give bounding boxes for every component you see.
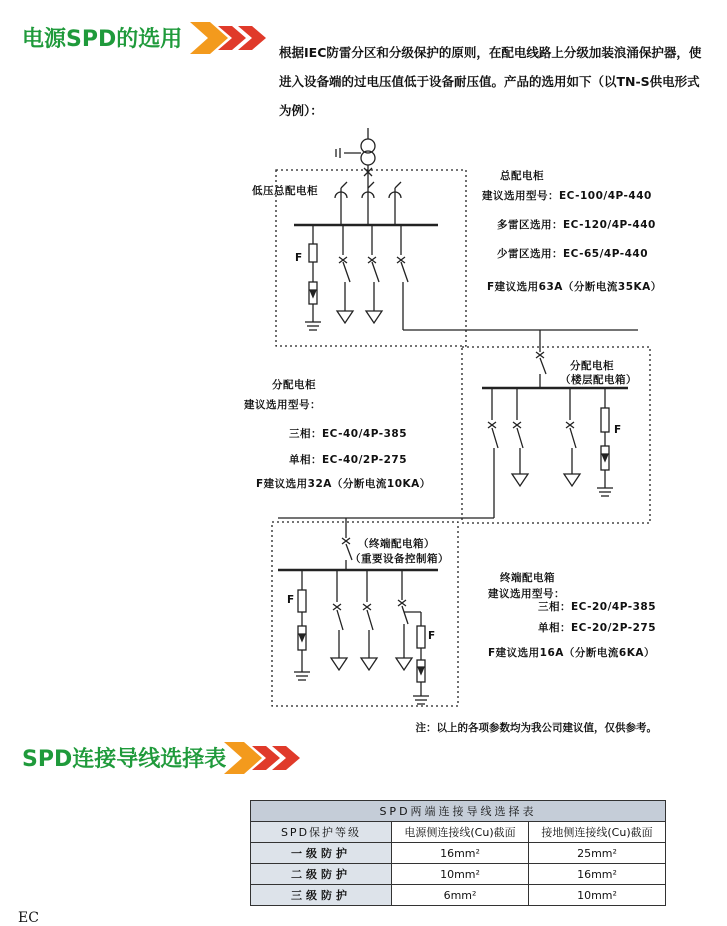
table-cell-power: 6mm² xyxy=(392,885,529,906)
table-cell-level: 二级防护 xyxy=(251,864,392,885)
note-text: 注：以上的各项参数均为我公司建议值，仅供参考。 xyxy=(415,722,657,734)
section-title-wire-table: SPD连接导线选择表 xyxy=(22,747,227,772)
sub-info-single-phase: 单相：EC-40/2P-275 xyxy=(289,454,408,466)
table-header-power: 电源侧连接线(Cu)截面 xyxy=(392,822,529,843)
main-info-model: 建议选用型号：EC-100/4P-440 xyxy=(482,190,652,202)
main-info-high-lightning: 多雷区选用：EC-120/4P-440 xyxy=(497,219,656,231)
fuse-label-terminal-2: F xyxy=(428,630,436,642)
terminal-info-fuse: F建议选用16A（分断电流6KA） xyxy=(488,647,655,659)
table-cell-power: 10mm² xyxy=(392,864,529,885)
fuse-label-sub: F xyxy=(614,424,622,436)
fuse-label-terminal-1: F xyxy=(287,594,295,606)
table-cell-power: 16mm² xyxy=(392,843,529,864)
main-info-title: 总配电柜 xyxy=(500,170,544,182)
table-cell-ground: 10mm² xyxy=(529,885,666,906)
chevron-arrows-icon xyxy=(222,738,302,778)
table-cell-ground: 25mm² xyxy=(529,843,666,864)
table-cell-ground: 16mm² xyxy=(529,864,666,885)
wire-selection-table xyxy=(250,800,666,906)
sub-cabinet-label-1: 分配电柜 xyxy=(570,360,614,372)
sub-info-model: 建议选用型号： xyxy=(244,399,321,411)
sub-cabinet-label-2: （楼层配电箱） xyxy=(560,374,637,386)
terminal-info-three-phase: 三相：EC-20/4P-385 xyxy=(538,601,657,613)
table-header-level: SPD保护等级 xyxy=(251,822,392,843)
table-cell-level: 三级防护 xyxy=(251,885,392,906)
fuse-label-main: F xyxy=(295,252,303,264)
table-header-ground: 接地侧连接线(Cu)截面 xyxy=(529,822,666,843)
terminal-box-label-1: （终端配电箱） xyxy=(358,538,435,550)
sub-info-title: 分配电柜 xyxy=(272,379,316,391)
footer-fragment: EC xyxy=(18,910,39,926)
sub-info-fuse: F建议选用32A（分断电流10KA） xyxy=(256,478,431,490)
terminal-info-single-phase: 单相：EC-20/2P-275 xyxy=(538,622,657,634)
terminal-info-model: 建议选用型号： xyxy=(488,588,565,600)
table-row xyxy=(251,864,666,885)
table-caption: SPD两端连接导线选择表 xyxy=(251,801,666,822)
sub-info-three-phase: 三相：EC-40/4P-385 xyxy=(289,428,408,440)
main-cabinet-label: 低压总配电柜 xyxy=(252,185,318,197)
terminal-box-label-2: （重要设备控制箱） xyxy=(350,553,449,565)
main-info-low-lightning: 少雷区选用：EC-65/4P-440 xyxy=(497,248,649,260)
table-row xyxy=(251,885,666,906)
section-title-spd-selection: 电源SPD的选用 xyxy=(22,27,183,52)
main-info-fuse: F建议选用63A（分断电流35KA） xyxy=(487,281,662,293)
table-cell-level: 一级防护 xyxy=(251,843,392,864)
intro-paragraph: 根据IEC防雷分区和分级保护的原则，在配电线路上分级加装浪涌保护器，使进入设备端的过电压值低于设备耐压值。产品的选用如下（以TN-S供电形式为例）： xyxy=(279,45,702,118)
terminal-info-title: 终端配电箱 xyxy=(500,572,555,584)
table-row xyxy=(251,843,666,864)
